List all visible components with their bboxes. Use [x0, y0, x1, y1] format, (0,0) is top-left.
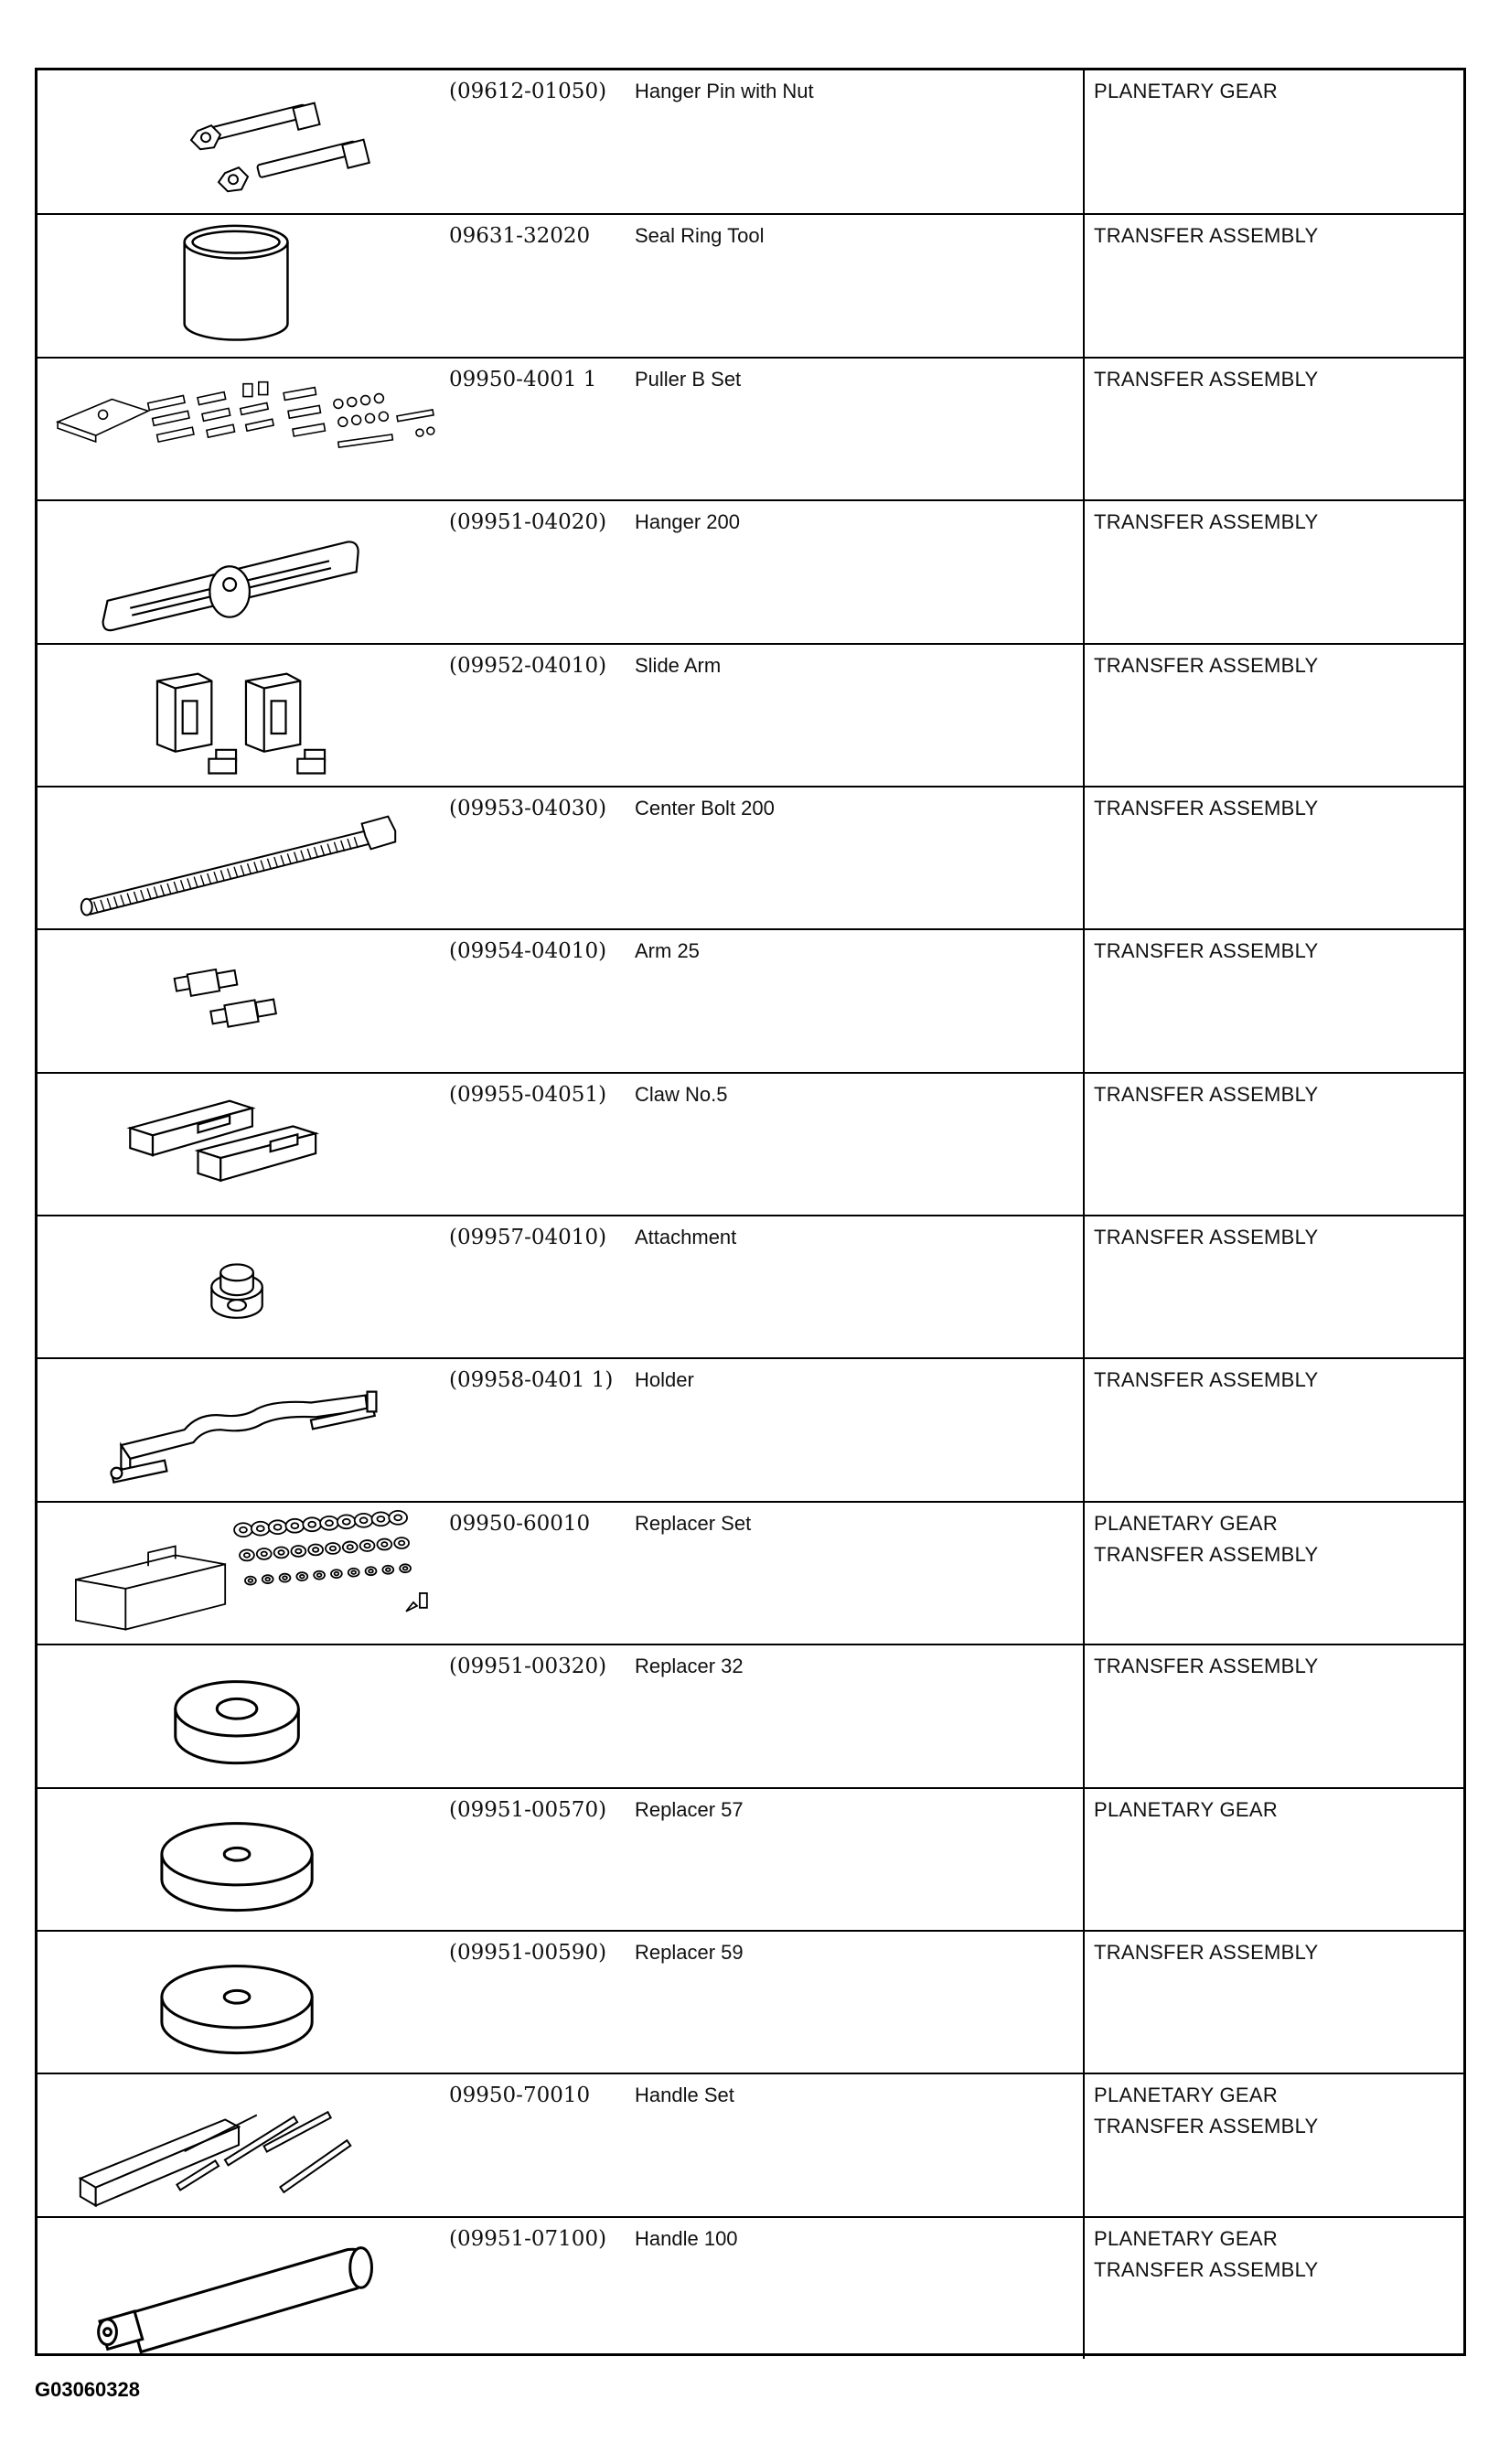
usage-cell [1094, 507, 1460, 538]
usage-item: TRANSFER ASSEMBLY [1094, 510, 1319, 534]
usage-cell [1094, 2080, 1460, 2142]
hanger-pin-icon [37, 70, 444, 213]
column-divider [1083, 787, 1085, 928]
column-divider [1083, 359, 1085, 499]
part-number: (09952-04010) [449, 653, 607, 678]
part-number: (09951-00590) [449, 1940, 607, 1965]
tool-row [37, 928, 1463, 1071]
tool-name: Arm 25 [635, 939, 700, 963]
usage-cell [1094, 76, 1460, 107]
usage-item: PLANETARY GEAR [1094, 1511, 1279, 1535]
usage-item: PLANETARY GEAR [1094, 2226, 1279, 2250]
tool-row [37, 1787, 1463, 1930]
slide-arm-icon [37, 645, 444, 786]
replacer-set-icon [37, 1503, 444, 1644]
tool-name: Puller B Set [635, 367, 742, 391]
column-divider [1083, 1932, 1085, 2073]
tool-name: Hanger Pin with Nut [635, 80, 814, 102]
part-number: (09955-04051) [449, 1082, 607, 1107]
hanger-icon [37, 501, 444, 642]
column-divider [1083, 1789, 1085, 1930]
column-divider [1083, 70, 1085, 213]
part-number: (09951-00320) [449, 1655, 607, 1679]
column-divider [1083, 501, 1085, 642]
tool-row [37, 2216, 1463, 2359]
replacer-small-icon [37, 1645, 444, 1786]
tool-row [37, 70, 1463, 213]
tool-name: Replacer 32 [635, 1655, 744, 1678]
part-number: (09954-04010) [449, 939, 607, 964]
handle-set-icon [37, 2074, 444, 2215]
part-number: 09631-32020 [449, 224, 591, 249]
tool-row [37, 1072, 1463, 1215]
part-number: (09951-04020) [449, 510, 607, 535]
tool-row [37, 643, 1463, 786]
tool-row [37, 1215, 1463, 1357]
center-bolt-icon [37, 787, 444, 928]
special-tools-table [35, 68, 1466, 2356]
part-number: 09950-70010 [449, 2084, 591, 2108]
tool-name: Attachment [635, 1226, 737, 1248]
usage-cell [1094, 936, 1460, 967]
column-divider [1083, 1503, 1085, 1644]
tool-row [37, 2073, 1463, 2215]
handle-icon [37, 2218, 444, 2359]
usage-item: PLANETARY GEAR [1094, 1797, 1279, 1821]
column-divider [1083, 1359, 1085, 1500]
tool-row [37, 499, 1463, 642]
tool-row [37, 1501, 1463, 1644]
seal-ring-tool-icon [37, 215, 444, 356]
tool-row [37, 786, 1463, 928]
usage-cell [1094, 1222, 1460, 1253]
figure-code: G03060328 [35, 2378, 140, 2401]
tool-row [37, 1644, 1463, 1786]
usage-cell [1094, 1937, 1460, 1968]
part-number: 09950-4001 1 [449, 367, 597, 391]
tool-name: Hanger 200 [635, 510, 740, 534]
usage-item: TRANSFER ASSEMBLY [1094, 1542, 1319, 1566]
usage-item: TRANSFER ASSEMBLY [1094, 367, 1319, 391]
usage-item: TRANSFER ASSEMBLY [1094, 1226, 1319, 1248]
replacer-large-icon [37, 1932, 444, 2073]
part-number: (09951-07100) [449, 2226, 607, 2251]
part-number: (09612-01050) [449, 80, 607, 103]
usage-item: TRANSFER ASSEMBLY [1094, 796, 1319, 820]
column-divider [1083, 1216, 1085, 1357]
tool-row [37, 1357, 1463, 1500]
column-divider [1083, 215, 1085, 356]
part-number: 09950-60010 [449, 1511, 591, 1536]
tool-row [37, 213, 1463, 356]
part-number: (09958-0401 1) [449, 1368, 614, 1393]
usage-item: TRANSFER ASSEMBLY [1094, 1368, 1319, 1392]
tool-name: Slide Arm [635, 653, 722, 677]
usage-cell [1094, 793, 1460, 824]
column-divider [1083, 1645, 1085, 1786]
tool-name: Center Bolt 200 [635, 796, 775, 820]
replacer-large-icon [37, 1789, 444, 1930]
usage-cell [1094, 1794, 1460, 1826]
tool-row [37, 357, 1463, 499]
arm-icon [37, 930, 444, 1071]
claw-icon [37, 1074, 444, 1215]
usage-item: TRANSFER ASSEMBLY [1094, 2257, 1319, 2281]
holder-icon [37, 1359, 444, 1500]
usage-cell [1094, 364, 1460, 395]
attachment-icon [37, 1216, 444, 1357]
puller-set-icon [37, 359, 444, 499]
column-divider [1083, 930, 1085, 1071]
usage-item: TRANSFER ASSEMBLY [1094, 224, 1319, 248]
tool-name: Replacer Set [635, 1511, 752, 1535]
usage-item: TRANSFER ASSEMBLY [1094, 653, 1319, 677]
usage-cell [1094, 1508, 1460, 1570]
tool-name: Seal Ring Tool [635, 224, 765, 248]
part-number: (09957-04010) [449, 1226, 607, 1249]
part-number: (09951-00570) [449, 1797, 607, 1822]
usage-item: PLANETARY GEAR [1094, 80, 1279, 102]
usage-cell [1094, 220, 1460, 252]
usage-cell [1094, 2223, 1460, 2286]
tool-name: Replacer 59 [635, 1940, 744, 1964]
tool-row [37, 1930, 1463, 2073]
column-divider [1083, 645, 1085, 786]
tool-name: Holder [635, 1368, 694, 1392]
usage-cell [1094, 1079, 1460, 1110]
column-divider [1083, 2218, 1085, 2359]
usage-item: PLANETARY GEAR [1094, 2084, 1279, 2107]
column-divider [1083, 2074, 1085, 2215]
usage-item: TRANSFER ASSEMBLY [1094, 939, 1319, 963]
usage-cell [1094, 650, 1460, 681]
usage-item: TRANSFER ASSEMBLY [1094, 1655, 1319, 1678]
usage-item: TRANSFER ASSEMBLY [1094, 1082, 1319, 1106]
tool-name: Handle Set [635, 2084, 734, 2107]
tool-name: Claw No.5 [635, 1082, 728, 1106]
tool-name: Replacer 57 [635, 1797, 744, 1821]
usage-cell [1094, 1365, 1460, 1396]
usage-item: TRANSFER ASSEMBLY [1094, 2115, 1319, 2138]
part-number: (09953-04030) [449, 796, 607, 820]
tool-name: Handle 100 [635, 2226, 738, 2250]
usage-cell [1094, 1651, 1460, 1682]
usage-item: TRANSFER ASSEMBLY [1094, 1940, 1319, 1964]
column-divider [1083, 1074, 1085, 1215]
